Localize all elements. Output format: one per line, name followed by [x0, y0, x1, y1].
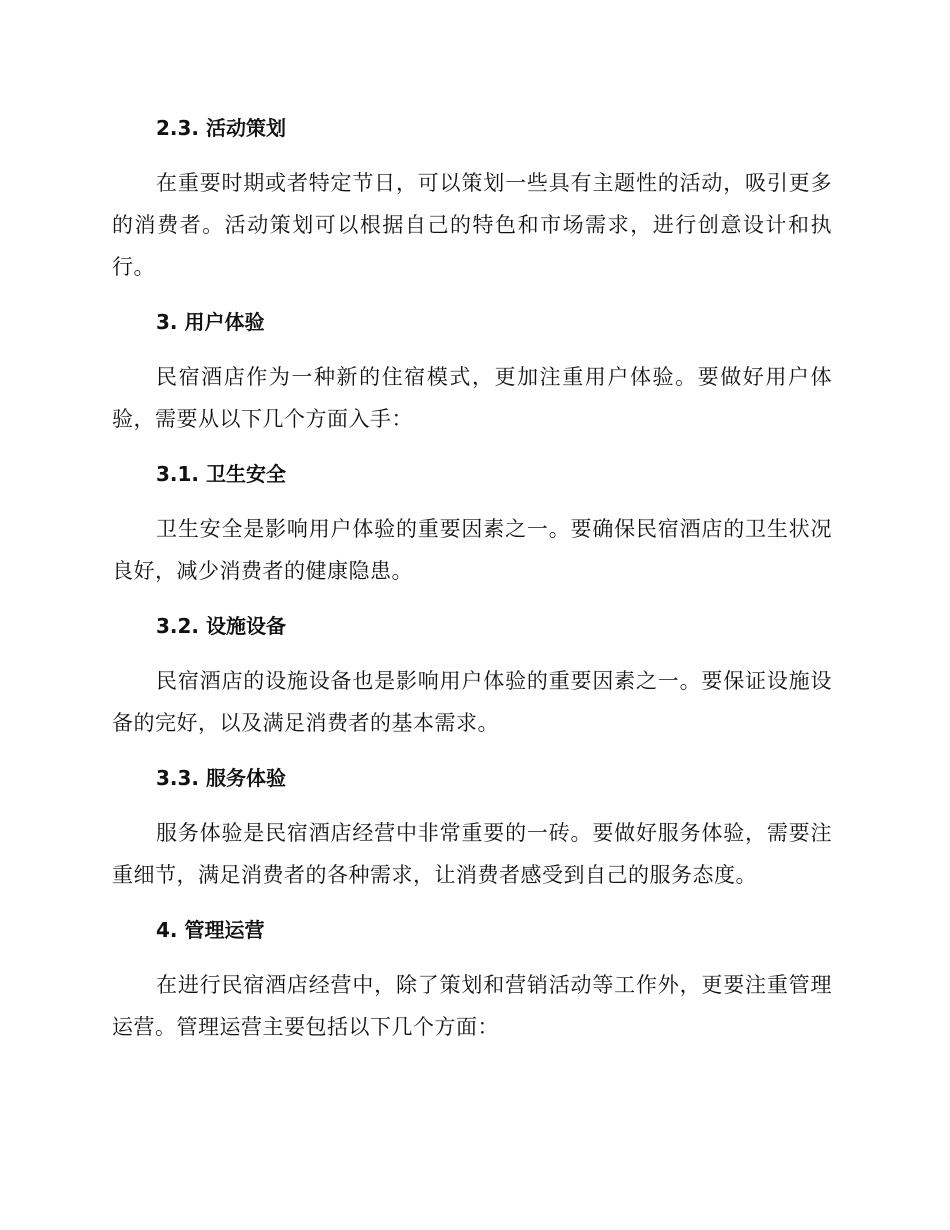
section-heading-facilities: 3.2. 设施设备 — [156, 614, 286, 638]
document-body — [112, 108, 832, 1062]
section-paragraph-activity-planning: 在重要时期或者特定节日，可以策划一些具有主题性的活动，吸引更多的消费者。活动策划可以根据自己的特色和市场需求，进行创意设计和执行。 — [112, 171, 832, 279]
section-heading-service-experience: 3.3. 服务体验 — [156, 766, 286, 790]
section-heading-hygiene-safety: 3.1. 卫生安全 — [156, 462, 286, 486]
section-paragraph-facilities: 民宿酒店的设施设备也是影响用户体验的重要因素之一。要保证设施设备的完好，以及满足消费者的基本需求。 — [112, 669, 832, 735]
section-heading-user-experience: 3. 用户体验 — [156, 310, 265, 334]
section-paragraph-hygiene-safety: 卫生安全是影响用户体验的重要因素之一。要确保民宿酒店的卫生状况良好，减少消费者的健康隐患。 — [112, 517, 832, 583]
section-heading-management-operations: 4. 管理运营 — [156, 918, 265, 942]
section-paragraph-user-experience: 民宿酒店作为一种新的住宿模式，更加注重用户体验。要做好用户体验，需要从以下几个方面入手： — [112, 365, 832, 431]
section-paragraph-service-experience: 服务体验是民宿酒店经营中非常重要的一砖。要做好服务体验，需要注重细节，满足消费者的各种需求，让消费者感受到自己的服务态度。 — [112, 821, 832, 887]
section-paragraph-management-operations: 在进行民宿酒店经营中，除了策划和营销活动等工作外，更要注重管理运营。管理运营主要包括以下几个方面： — [112, 973, 832, 1039]
section-heading-activity-planning: 2.3. 活动策划 — [156, 116, 286, 140]
